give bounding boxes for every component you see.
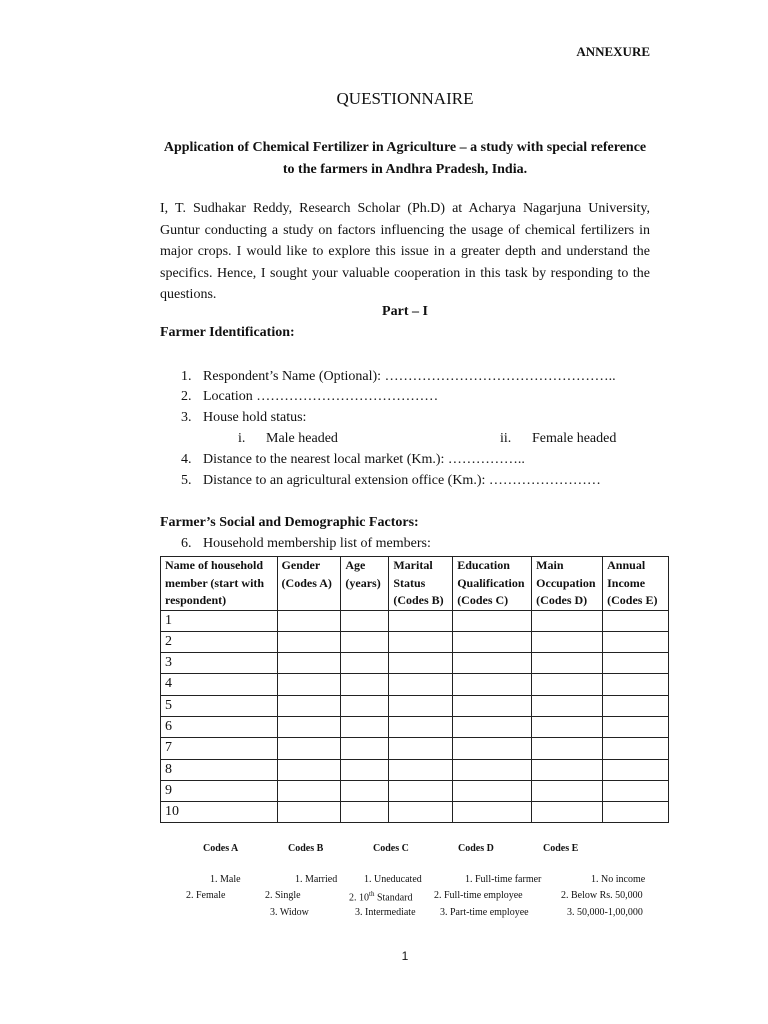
input-cell[interactable] (341, 653, 389, 674)
row-number-cell: 4 (161, 674, 278, 695)
question-3 (181, 410, 306, 426)
question-1 (181, 369, 616, 385)
intro-line: I, T. Sudhakar Reddy, Research Scholar (Ph.D) at Acharya Nagarjuna University, (160, 201, 650, 216)
col-header-education (453, 557, 532, 611)
input-cell[interactable] (453, 653, 532, 674)
input-cell[interactable] (341, 759, 389, 780)
code-c-3: 3. Intermediate (355, 907, 416, 918)
input-cell[interactable] (453, 802, 532, 823)
input-cell[interactable] (341, 780, 389, 801)
code-d-3: 3. Part-time employee (440, 907, 529, 918)
row-number-cell: 7 (161, 738, 278, 759)
input-cell[interactable] (532, 653, 603, 674)
household-members-table (160, 556, 669, 823)
input-cell[interactable] (341, 695, 389, 716)
intro-line: questions. (160, 287, 217, 302)
table-row (161, 653, 669, 674)
header-line: Annual (607, 558, 646, 572)
question-text: Respondent’s Name (Optional): ………………………………………….. (203, 369, 616, 384)
code-e-2: 2. Below Rs. 50,000 (561, 890, 643, 901)
input-cell[interactable] (603, 780, 669, 801)
header-line: respondent) (165, 593, 227, 607)
input-cell[interactable] (453, 631, 532, 652)
question-text: Location ………………………………… (203, 389, 439, 404)
input-cell[interactable] (389, 759, 453, 780)
input-cell[interactable] (603, 674, 669, 695)
input-cell[interactable] (532, 738, 603, 759)
table-header-row (161, 557, 669, 611)
col-header-marital (389, 557, 453, 611)
code-c-2-suffix: Standard (374, 892, 413, 904)
question-number: 2. (181, 389, 192, 404)
question-number: 4. (181, 452, 192, 467)
input-cell[interactable] (532, 674, 603, 695)
col-header-age (341, 557, 389, 611)
header-line: Marital (393, 558, 433, 572)
household-option-female (500, 431, 616, 447)
farmer-identification-heading: Farmer Identification: (160, 325, 295, 340)
input-cell[interactable] (277, 610, 341, 631)
intro-line: major crops. I would like to explore this issue in a greater depth and understand the (160, 244, 650, 259)
input-cell[interactable] (603, 631, 669, 652)
code-a-1: 1. Male (210, 874, 241, 885)
col-header-occupation (532, 557, 603, 611)
row-number-cell: 2 (161, 631, 278, 652)
table-row (161, 695, 669, 716)
input-cell[interactable] (453, 674, 532, 695)
input-cell[interactable] (532, 802, 603, 823)
input-cell[interactable] (603, 695, 669, 716)
input-cell[interactable] (603, 653, 669, 674)
question-6 (181, 536, 431, 552)
row-number-cell: 5 (161, 695, 278, 716)
input-cell[interactable] (277, 802, 341, 823)
header-line: Status (393, 575, 426, 590)
input-cell[interactable] (389, 802, 453, 823)
row-number-cell: 1 (161, 610, 278, 631)
input-cell[interactable] (277, 695, 341, 716)
annexure-label: ANNEXURE (576, 44, 650, 59)
input-cell[interactable] (277, 653, 341, 674)
table-row (161, 780, 669, 801)
intro-line: Guntur conducting a study on factors influencing the usage of chemical fertilizers in (160, 222, 650, 238)
input-cell[interactable] (389, 631, 453, 652)
input-cell[interactable] (532, 780, 603, 801)
code-a-2: 2. Female (186, 890, 226, 901)
input-cell[interactable] (341, 610, 389, 631)
input-cell[interactable] (532, 695, 603, 716)
code-d-1: 1. Full-time farmer (465, 874, 542, 885)
code-e-3: 3. 50,000-1,00,000 (567, 907, 643, 918)
header-line: Occupation (536, 575, 596, 590)
questionnaire-title: QUESTIONNAIRE (336, 89, 474, 108)
codes-c-heading: Codes C (373, 843, 409, 854)
header-line: (Codes A) (281, 575, 332, 590)
codes-a-heading: Codes A (203, 843, 239, 854)
header-line: Name of household (165, 558, 264, 572)
table-row (161, 759, 669, 780)
input-cell[interactable] (389, 695, 453, 716)
header-line: member (start with (165, 575, 265, 590)
input-cell[interactable] (277, 631, 341, 652)
input-cell[interactable] (532, 631, 603, 652)
option-text: Female headed (532, 431, 617, 446)
input-cell[interactable] (341, 674, 389, 695)
part-heading: Part – I (382, 304, 428, 319)
header-line: Age (345, 558, 366, 572)
input-cell[interactable] (453, 738, 532, 759)
household-option-male (238, 431, 338, 447)
col-header-income (603, 557, 669, 611)
header-line: Income (607, 575, 646, 590)
input-cell[interactable] (389, 716, 453, 737)
code-b-3: 3. Widow (270, 907, 309, 918)
input-cell[interactable] (453, 780, 532, 801)
study-title-line-1: Application of Chemical Fertilizer in Agriculture – a study with special reference (163, 140, 647, 155)
code-c-2-prefix: 2. 10 (349, 892, 369, 904)
code-b-1: 1. Married (295, 874, 338, 885)
option-text: Male headed (266, 431, 338, 446)
input-cell[interactable] (453, 610, 532, 631)
table-row (161, 674, 669, 695)
input-cell[interactable] (532, 716, 603, 737)
question-number: 6. (181, 536, 192, 551)
question-text: Household membership list of members: (203, 536, 431, 551)
intro-line: specifics. Hence, I sought your valuable cooperation in this task by responding to the (160, 265, 650, 281)
col-header-name (161, 557, 278, 611)
code-c-1: 1. Uneducated (364, 874, 422, 885)
header-line: Education (457, 558, 510, 572)
header-line: (Codes E) (607, 593, 658, 607)
input-cell[interactable] (453, 695, 532, 716)
input-cell[interactable] (453, 716, 532, 737)
question-text: House hold status: (203, 410, 307, 425)
codes-e-heading: Codes E (543, 843, 579, 854)
table-row (161, 610, 669, 631)
input-cell[interactable] (603, 759, 669, 780)
input-cell[interactable] (389, 780, 453, 801)
input-cell[interactable] (341, 738, 389, 759)
row-number-cell: 6 (161, 716, 278, 737)
input-cell[interactable] (277, 716, 341, 737)
table-row (161, 802, 669, 823)
input-cell[interactable] (532, 759, 603, 780)
question-5 (181, 473, 601, 489)
input-cell[interactable] (453, 759, 532, 780)
row-number-cell: 9 (161, 780, 278, 801)
input-cell[interactable] (277, 738, 341, 759)
input-cell[interactable] (341, 802, 389, 823)
input-cell[interactable] (277, 780, 341, 801)
row-number-cell: 10 (161, 802, 278, 823)
input-cell[interactable] (389, 738, 453, 759)
row-number-cell: 8 (161, 759, 278, 780)
row-number-cell: 3 (161, 653, 278, 674)
study-title (160, 137, 650, 180)
table-row (161, 738, 669, 759)
question-number: 5. (181, 473, 192, 488)
header-line: Qualification (457, 575, 525, 590)
code-c-2 (349, 890, 413, 903)
input-cell[interactable] (389, 653, 453, 674)
codes-b-heading: Codes B (288, 843, 324, 854)
table-row (161, 631, 669, 652)
table-row (161, 716, 669, 737)
input-cell[interactable] (341, 631, 389, 652)
question-2 (181, 389, 438, 405)
question-4 (181, 452, 525, 468)
option-number: i. (238, 431, 246, 446)
code-e-1: 1. No income (591, 874, 646, 885)
question-text: Distance to the nearest local market (Km.): …………….. (203, 452, 525, 467)
input-cell[interactable] (277, 674, 341, 695)
study-title-line-2: to the farmers in Andhra Pradesh, India. (282, 161, 528, 177)
header-line: Gender (281, 558, 321, 572)
input-cell[interactable] (532, 610, 603, 631)
option-number: ii. (500, 431, 512, 446)
code-b-2: 2. Single (265, 890, 301, 901)
header-line: Main (536, 558, 564, 572)
question-number: 1. (181, 369, 192, 384)
input-cell[interactable] (603, 610, 669, 631)
social-factors-heading: Farmer’s Social and Demographic Factors: (160, 515, 419, 530)
header-line: (Codes B) (393, 593, 444, 607)
input-cell[interactable] (277, 759, 341, 780)
col-header-gender (277, 557, 341, 611)
intro-paragraph (160, 198, 650, 306)
input-cell[interactable] (389, 674, 453, 695)
header-line: (Codes C) (457, 593, 509, 607)
input-cell[interactable] (389, 610, 453, 631)
input-cell[interactable] (603, 802, 669, 823)
header-line: (Codes D) (536, 593, 588, 607)
code-d-2: 2. Full-time employee (434, 890, 523, 901)
question-number: 3. (181, 410, 192, 425)
question-text: Distance to an agricultural extension office (Km.): …………………… (203, 473, 601, 488)
input-cell[interactable] (341, 716, 389, 737)
page-number: 1 (401, 949, 409, 963)
header-line: (years) (345, 575, 381, 590)
input-cell[interactable] (603, 716, 669, 737)
input-cell[interactable] (603, 738, 669, 759)
code-c-2-sup: th (369, 890, 375, 898)
codes-d-heading: Codes D (458, 843, 494, 854)
